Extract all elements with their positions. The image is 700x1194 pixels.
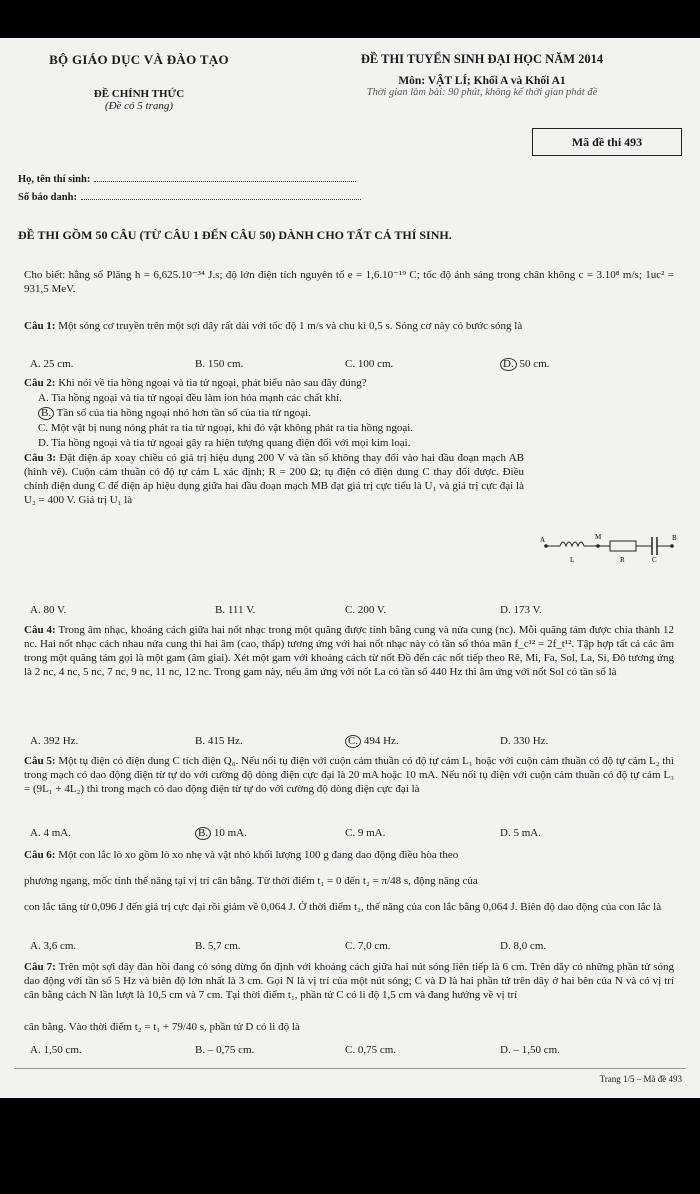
q3-option-c: C. 200 V.: [345, 604, 387, 616]
given-constants: Cho biết: hằng số Plăng h = 6,625.10⁻³⁴ J.s; độ lớn điện tích nguyên tố e = 1,6.10⁻¹⁹ C; tốc độ ánh sáng trong chân không c = 3.10⁸ m/s; 1uc² = 931,5 MeV.: [24, 269, 674, 295]
page-footer: Trang 1/5 – Mã đề 493: [599, 1074, 682, 1084]
q6-label: Câu 6:: [24, 849, 56, 861]
q5-label: Câu 5:: [24, 755, 56, 767]
q1-d-circled: D.: [500, 358, 517, 371]
ministry-name: BỘ GIÁO DỤC VÀ ĐÀO TẠO: [49, 52, 229, 67]
q3-options: [30, 604, 680, 618]
q6-option-d: D. 8,0 cm.: [500, 940, 547, 952]
q3-label: Câu 3:: [24, 452, 57, 464]
q7-option-c: C. 0,75 cm.: [345, 1044, 397, 1056]
question-6-line-1: Câu 6: Một con lắc lò xo gồm lò xo nhẹ và vật nhỏ khối lượng 100 g đang dao động điều hòa theo: [24, 849, 459, 861]
id-dotted-line: [81, 189, 361, 200]
q2-option-d: D. Tia hồng ngoại và tia tử ngoại gây ra hiện tượng quang điện đối với mọi kim loại.: [38, 437, 411, 449]
candidate-id-label: Số báo danh:: [18, 192, 77, 203]
q4-c-circled: C.: [345, 735, 361, 748]
q2-label: Câu 2:: [24, 377, 56, 389]
q6-options: [30, 940, 680, 954]
q4-options: [30, 735, 680, 749]
question-4: [24, 623, 674, 679]
candidate-name-label: Họ, tên thí sinh:: [18, 174, 91, 185]
exam-subject: Môn: VẬT LÍ; Khối A và Khối A1: [398, 75, 566, 87]
exam-paper: [0, 38, 700, 1098]
q4-option-b: B. 415 Hz.: [195, 735, 243, 747]
page-count: (Đề có 5 trang): [104, 100, 174, 112]
q1-label: Câu 1:: [24, 320, 56, 332]
q1-text: Một sóng cơ truyền trên một sợi dây rất dài với tốc độ 1 m/s và chu kì 0,5 s. Sóng cơ này có bước sóng là: [55, 320, 523, 332]
header-right: [282, 52, 682, 98]
q2-option-b: B. Tần số của tia hồng ngoại nhỏ hơn tần số của tia tử ngoại.: [38, 406, 678, 420]
q1-option-d: D. 50 cm.: [500, 358, 549, 371]
exam-title: ĐỀ THI TUYỂN SINH ĐẠI HỌC NĂM 2014: [360, 52, 604, 66]
q1-options: [30, 358, 680, 372]
question-1: [24, 319, 674, 333]
question-6-line-2: phương ngang, mốc tính thế năng tại vị trí cân bằng. Từ thời điểm t₁ = 0 đến t₂ = π/48 s, động năng của: [24, 875, 478, 887]
question-2: [24, 376, 674, 390]
node-m: M: [595, 533, 602, 541]
q2-option-a: A. Tia hồng ngoại và tia tử ngoại đều làm ion hóa mạnh các chất khí.: [38, 392, 342, 404]
node-b: B: [672, 534, 677, 542]
q3-option-a: A. 80 V.: [30, 604, 67, 616]
q4-option-c: C. 494 Hz.: [345, 735, 399, 748]
q3-text: Đặt điện áp xoay chiều có giá trị hiệu dụng 200 V và tần số không thay đổi vào hai đầu đoạn mạch AB (hình vẽ). Cuộn cảm thuần có độ tự cảm L xác định; R = 200 Ω; tụ điện có điện dung C thay đổi được. Điều chỉnh điện dung C để điện áp hiệu dụng giữa hai đầu đoạn mạch MB đạt giá trị cực tiểu là U₁ và giá trị cực đại là U₂ = 400 V. Giá trị U₁ là: [24, 452, 524, 506]
q2-text: Khi nói về tia hồng ngoại và tia tử ngoại, phát biểu nào sau đây đúng?: [55, 377, 367, 389]
official-label: ĐỀ CHÍNH THỨC: [93, 88, 185, 100]
question-6-line-3: con lắc tăng từ 0,096 J đến giá trị cực đại rồi giảm về 0,064 J. Ở thời điểm t₂, thế năng của con lắc bằng 0,064 J. Biên độ dao động của con lắc là: [24, 901, 662, 913]
candidate-id-row: [18, 189, 361, 203]
candidate-name-row: [18, 171, 356, 185]
name-dotted-line: [94, 171, 356, 182]
q6-option-a: A. 3,6 cm.: [30, 940, 77, 952]
q4-option-a: A. 392 Hz.: [30, 735, 79, 747]
question-7-line-2: cân bằng. Vào thời điểm t₂ = t₁ + 79/40 s, phần tử D có li độ là: [24, 1021, 300, 1033]
resistor-icon: [610, 541, 636, 551]
q7-option-b: B. – 0,75 cm.: [195, 1044, 255, 1056]
q2-option-c: C. Một vật bị nung nóng phát ra tia tử ngoại, khi đó vật không phát ra tia hồng ngoại.: [38, 422, 414, 434]
q5-options: [30, 827, 680, 841]
q4-label: Câu 4:: [24, 624, 56, 636]
exam-time: Thời gian làm bài: 90 phút, không kể thời gian phát đề: [366, 87, 598, 98]
q7-option-d: D. – 1,50 cm.: [500, 1044, 560, 1056]
q1-option-a: A. 25 cm.: [30, 358, 74, 370]
q5-b-circled: B.: [195, 827, 211, 840]
inductor-icon: [560, 542, 584, 546]
label-c: C: [652, 556, 657, 564]
question-3: [24, 451, 524, 507]
header-left: [14, 52, 264, 112]
q5-option-d: D. 5 mA.: [500, 827, 541, 839]
q7-label: Câu 7:: [24, 961, 56, 973]
q1-option-b: B. 150 cm.: [195, 358, 244, 370]
question-5: [24, 754, 674, 796]
circuit-diagram: [540, 526, 680, 566]
question-7-line-1: Câu 7: Trên một sợi dây đàn hồi đang có sóng dừng ổn định với khoảng cách giữa hai nút sóng liên tiếp là 6 cm. Trên dây có những phần tử sóng dao động với tần số 5 Hz và biên độ lớn nhất là 3 cm. Gọi N là vị trí của một nút sóng; C và D là hai phần tử trên dây ở hai bên của N và có vị trí cân bằng cách N lần lượt là 10,5 cm và 7 cm. Tại thời điểm t₁, phần tử C có li độ 1,5 cm và đang hướng về vị trí: [24, 961, 674, 1001]
q6-option-c: C. 7,0 cm.: [345, 940, 391, 952]
footer-rule: [14, 1068, 686, 1069]
q3-option-b: B. 111 V.: [215, 604, 256, 616]
q1-option-c: C. 100 cm.: [345, 358, 394, 370]
q5-option-b: B. 10 mA.: [195, 827, 247, 840]
q7-option-a: A. 1,50 cm.: [30, 1044, 82, 1056]
label-l: L: [570, 556, 575, 564]
q4-option-d: D. 330 Hz.: [500, 735, 549, 747]
node-a: A: [540, 536, 546, 544]
q6-option-b: B. 5,7 cm.: [195, 940, 241, 952]
q5-option-a: A. 4 mA.: [30, 827, 71, 839]
q2-b-circled: B.: [38, 407, 54, 420]
exam-code-box: Mã đề thi 493: [532, 128, 682, 156]
q3-option-d: D. 173 V.: [500, 604, 542, 616]
label-r: R: [620, 556, 625, 564]
q7-options: [30, 1044, 680, 1058]
exam-note: ĐỀ THI GỒM 50 CÂU (TỪ CÂU 1 ĐẾN CÂU 50) DÀNH CHO TẤT CẢ THÍ SINH.: [18, 228, 452, 242]
q5-option-c: C. 9 mA.: [345, 827, 386, 839]
q4-text: Trong âm nhạc, khoảng cách giữa hai nốt nhạc trong một quãng được tính bằng cung và nửa cung (nc). Mỗi quãng tám được chia thành 12 nc. Hai nốt nhạc cách nhau nửa cung thì hai âm (cao, thấp) tương ứng với hai nốt nhạc này có tần số thỏa mãn f_c¹² = 2f_t¹². Tập hợp tất cả các âm trong một quãng tám gọi là một gam (âm giai). Xét một gam với khoảng cách từ nốt Đồ đến các nốt tiếp theo Rê, Mi, Fa, Sol, La, Si, Đô tương ứng là 2 nc, 4 nc, 5 nc, 7 nc, 9 nc, 11 nc, 12 nc. Trong gam này, nếu âm ứng với nốt La có tần số 440 Hz thì âm ứng với nốt Sol có tần số là: [24, 624, 674, 678]
q5-text: Một tụ điện có điện dung C tích điện Q₀. Nếu nối tụ điện với cuộn cảm thuần có độ tự cảm L₁ hoặc với cuộn cảm thuần có độ tự cảm L₂ thì trong mạch có dao động điện từ tự do với cường độ dòng điện cực đại là 20 mA hoặc 10 mA. Nếu nối tụ điện với cuộn cảm thuần có độ tự cảm L₃ = (9L₁ + 4L₂) thì trong mạch có dao động điện từ tự do với cường độ dòng điện cực đại là: [24, 755, 674, 795]
